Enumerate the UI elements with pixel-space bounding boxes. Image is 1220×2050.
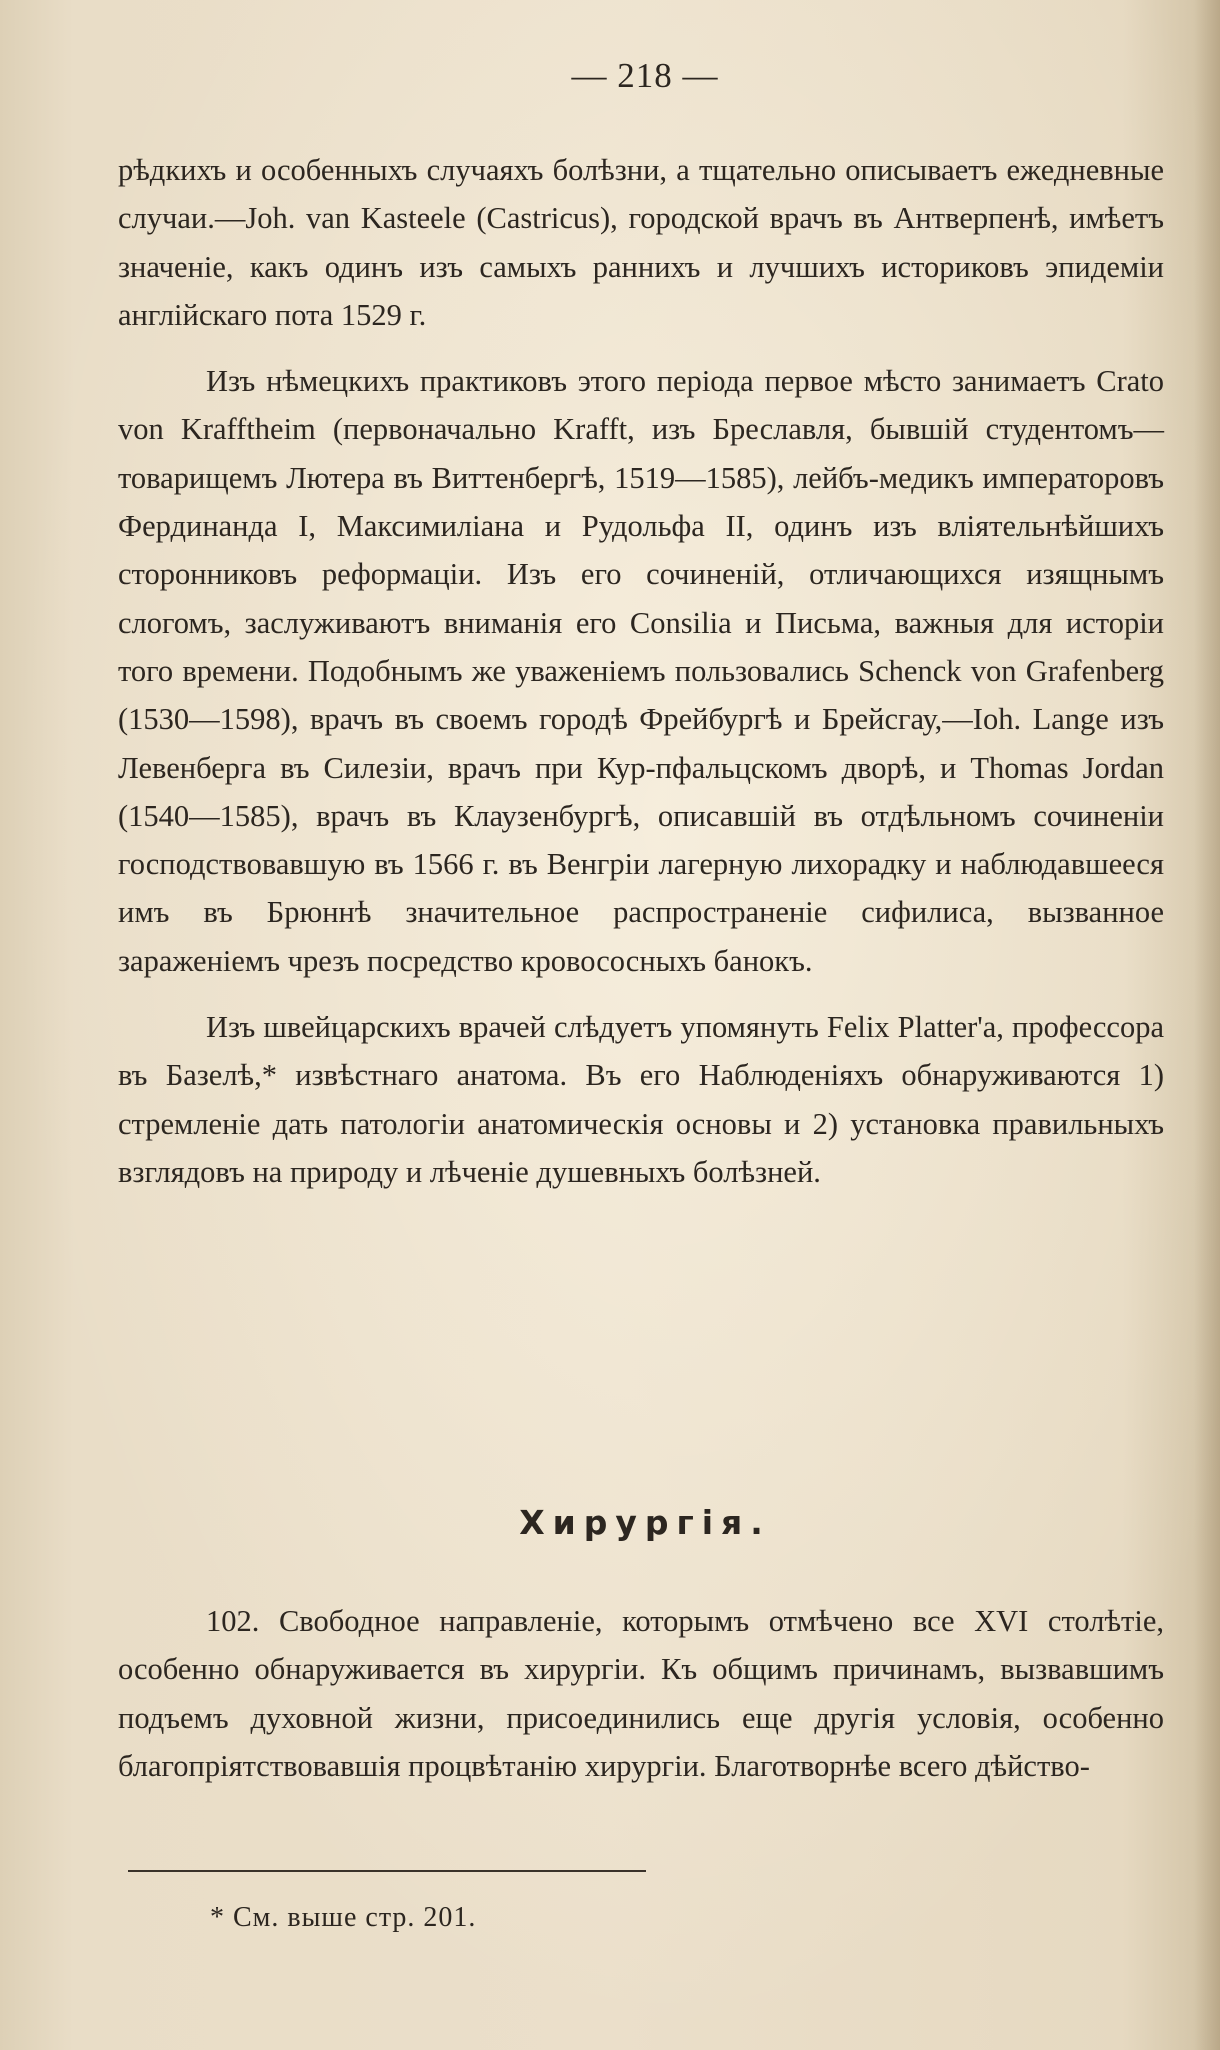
paragraph-swiss-physicians: Изъ швейцарскихъ врачей слѣдуетъ упомянуть Felix Platter'a, профессора въ Базелѣ,* извѣстнаго анатома. Въ его Наблюденіяхъ обнаруживаются 1) стремленіе дать патологіи анатомическія основы и 2) установка правильныхъ взглядовъ на природу и лѣченіе душевныхъ болѣзней. [118, 1010, 1164, 1189]
section-text [118, 1597, 1164, 1790]
paragraph-continuation: рѣдкихъ и особенныхъ случаяхъ болѣзни, а тщательно описываетъ ежедневные случаи.—Joh. van Kasteele (Castricus), городской врачъ въ Антверпенѣ, имѣетъ значеніе, какъ одинъ изъ самыхъ раннихъ и лучшихъ историковъ эпидеміи англійскаго пота 1529 г. [118, 153, 1164, 332]
main-text [118, 146, 1164, 1196]
footnote-divider [128, 1870, 646, 1872]
paragraph-german-practitioners: Изъ нѣмецкихъ практиковъ этого періода первое мѣсто занимаетъ Crato von Krafftheim (первоначально Krafft, изъ Бреславля, бывшій студентомъ—товарищемъ Лютера въ Виттенбергѣ, 1519—1585), лейбъ-медикъ императоровъ Фердинанда I, Максимиліана и Рудольфа II, одинъ изъ вліятельнѣйшихъ сторонниковъ реформаціи. Изъ его сочиненій, отличающихся изящнымъ слогомъ, заслуживаютъ вниманія его Consilia и Письма, важныя для исторіи того времени. Подобнымъ же уваженіемъ пользовались Schenck von Grafenberg (1530—1598), врачъ въ своемъ городѣ Фрейбургѣ и Брейсгау,—Ioh. Lange изъ Левенберга въ Силезіи, врачъ при Кур-пфальцскомъ дворѣ, и Thomas Jordan (1540—1585), врачъ въ Клаузенбургѣ, описавшій въ отдѣльномъ сочиненіи господствовавшую въ 1566 г. въ Венгріи лагерную лихорадку и наблюдавшееся имъ въ Брюннѣ значительное распространеніе сифилиса, вызванное зараженіемъ чрезъ посредство кровососныхъ банокъ. [118, 364, 1164, 978]
page-number: — 218 — [571, 56, 719, 95]
section-heading: Хирургія. [519, 1503, 771, 1542]
paragraph-surgery: 102. Свободное направленіе, которымъ отмѣчено все XVI столѣтіе, особенно обнаруживается въ хирургіи. Къ общимъ причинамъ, вызвавшимъ подъемъ духовной жизни, присоединились еще другія условія, особенно благопріятствовавшія процвѣтанію хирургіи. Благотворнѣе всего дѣйство- [118, 1604, 1164, 1783]
page-edge-shadow [1194, 0, 1220, 2050]
footnote: * См. выше стр. 201. [210, 1902, 477, 1933]
